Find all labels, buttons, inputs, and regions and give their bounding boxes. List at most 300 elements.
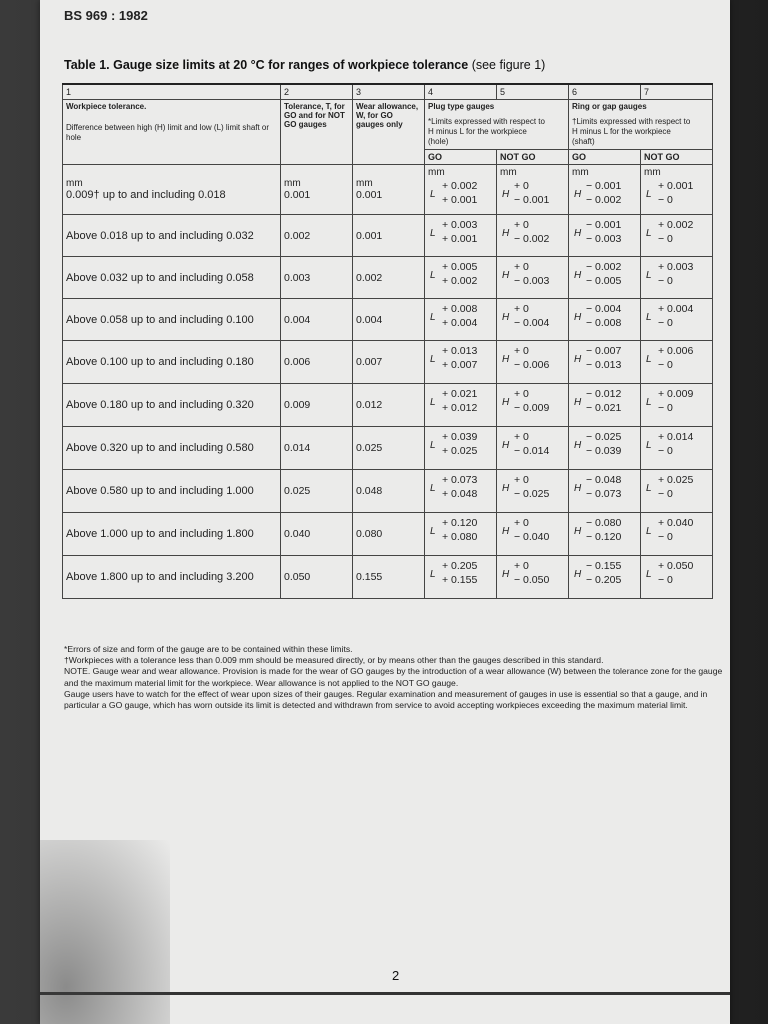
range-cell bbox=[63, 556, 281, 599]
ring-notgo-cell bbox=[641, 257, 713, 299]
limit-pair bbox=[644, 472, 709, 506]
wear-allowance-cell bbox=[353, 470, 425, 513]
upper-limit: + 0.006 bbox=[658, 345, 694, 358]
upper-limit: + 0 bbox=[514, 474, 529, 487]
col-number: 4 bbox=[425, 84, 497, 100]
footnote-workpieces: †Workpieces with a tolerance less than 0.009 mm should be measured directly, or by means other than the gauges described in this standard. bbox=[64, 655, 604, 666]
limit-pair bbox=[500, 178, 565, 212]
ring-notgo-cell bbox=[641, 556, 713, 599]
unit-label: mm bbox=[428, 167, 445, 179]
lower-limit: − 0.050 bbox=[514, 574, 550, 587]
lower-limit: − 0.120 bbox=[586, 531, 622, 544]
page-number: 2 bbox=[392, 968, 400, 983]
limit-pair bbox=[644, 217, 709, 251]
upper-limit: + 0.013 bbox=[442, 345, 478, 358]
limit-pair bbox=[572, 472, 637, 506]
tolerance-cell-value: 0.006 bbox=[284, 356, 311, 369]
limit-symbol: H bbox=[502, 483, 510, 495]
limit-pair bbox=[500, 472, 565, 506]
workpiece-range: Above 0.100 up to and including 0.180 bbox=[66, 356, 254, 369]
tolerance-cell-value: 0.004 bbox=[284, 313, 311, 326]
lower-limit: + 0.002 bbox=[442, 275, 478, 288]
lower-limit: − 0.001 bbox=[514, 194, 550, 207]
ring-notgo-cell bbox=[641, 215, 713, 257]
limit-symbol: L bbox=[430, 526, 436, 538]
range-cell bbox=[63, 341, 281, 384]
tolerance-header: Tolerance, T, for GO and for NOT GO gauges bbox=[281, 100, 353, 165]
upper-limit: + 0.002 bbox=[658, 219, 694, 232]
wear-allowance-cell bbox=[353, 165, 425, 215]
unit-label: mm bbox=[572, 167, 589, 179]
tolerance-cell-value: 0.009 bbox=[284, 399, 311, 412]
ring-go-cell bbox=[569, 165, 641, 215]
limit-pair bbox=[428, 301, 493, 335]
upper-limit: + 0.008 bbox=[442, 303, 478, 316]
gauge-limits-table bbox=[62, 83, 713, 599]
tolerance-cell bbox=[281, 513, 353, 556]
upper-limit: + 0 bbox=[514, 517, 529, 530]
lower-limit: + 0.080 bbox=[442, 531, 478, 544]
limit-symbol: L bbox=[646, 228, 652, 240]
ring-notgo-cell bbox=[641, 341, 713, 384]
limit-pair bbox=[500, 386, 565, 420]
upper-limit: + 0.040 bbox=[658, 517, 694, 530]
upper-limit: + 0.001 bbox=[658, 180, 694, 193]
limit-symbol: H bbox=[574, 312, 582, 324]
upper-limit: + 0 bbox=[514, 431, 529, 444]
wear-allowance-cell-value: 0.001 bbox=[356, 229, 383, 242]
lower-limit: − 0.014 bbox=[514, 445, 550, 458]
table-row bbox=[63, 556, 713, 599]
limit-symbol: L bbox=[646, 483, 652, 495]
lower-limit: − 0 bbox=[658, 445, 673, 458]
limit-symbol: L bbox=[646, 312, 652, 324]
limit-symbol: H bbox=[574, 397, 582, 409]
plug-gauges-note: *Limits expressed with respect to H minus L for the workpiece (hole) bbox=[428, 117, 545, 147]
range-cell bbox=[63, 384, 281, 427]
lower-limit: + 0.001 bbox=[442, 233, 478, 246]
lower-limit: + 0.048 bbox=[442, 488, 478, 501]
ring-gauges-note: †Limits expressed with respect to H minus L for the workpiece (shaft) bbox=[572, 117, 691, 147]
plug-go-cell bbox=[425, 341, 497, 384]
plug-gauges-header-cell bbox=[425, 100, 569, 150]
plug-gauges-heading: Plug type gauges bbox=[428, 102, 495, 111]
unit-label: mm bbox=[356, 178, 373, 190]
plug-go-cell bbox=[425, 556, 497, 599]
limit-symbol: L bbox=[646, 354, 652, 366]
ring-notgo-cell bbox=[641, 470, 713, 513]
limit-pair bbox=[644, 343, 709, 377]
limit-pair bbox=[500, 217, 565, 251]
limit-symbol: H bbox=[574, 270, 582, 282]
upper-limit: + 0.205 bbox=[442, 560, 478, 573]
limit-symbol: L bbox=[430, 228, 436, 240]
range-cell bbox=[63, 513, 281, 556]
table-row bbox=[63, 384, 713, 427]
limit-pair bbox=[428, 515, 493, 549]
tolerance-cell bbox=[281, 341, 353, 384]
upper-limit: − 0.004 bbox=[586, 303, 622, 316]
lower-limit: + 0.012 bbox=[442, 402, 478, 415]
upper-limit: − 0.080 bbox=[586, 517, 622, 530]
workpiece-range: 0.009† up to and including 0.018 bbox=[66, 189, 226, 202]
tolerance-cell bbox=[281, 427, 353, 470]
lower-limit: − 0 bbox=[658, 488, 673, 501]
upper-limit: − 0.048 bbox=[586, 474, 622, 487]
limit-symbol: L bbox=[430, 312, 436, 324]
unit-label: mm bbox=[500, 167, 517, 179]
header-row bbox=[63, 100, 713, 150]
unit-label: mm bbox=[644, 167, 661, 179]
lower-limit: − 0 bbox=[658, 275, 673, 288]
table-row bbox=[63, 299, 713, 341]
plug-go-cell bbox=[425, 299, 497, 341]
limit-symbol: H bbox=[574, 354, 582, 366]
plug-notgo-cell bbox=[497, 165, 569, 215]
lower-limit: − 0 bbox=[658, 233, 673, 246]
workpiece-range: Above 0.032 up to and including 0.058 bbox=[66, 271, 254, 284]
ring-notgo-cell bbox=[641, 513, 713, 556]
limit-symbol: L bbox=[430, 397, 436, 409]
lower-limit: − 0.013 bbox=[586, 359, 622, 372]
table-row bbox=[63, 341, 713, 384]
limit-pair bbox=[644, 515, 709, 549]
limit-symbol: H bbox=[574, 440, 582, 452]
workpiece-range: Above 0.058 up to and including 0.100 bbox=[66, 313, 254, 326]
limit-pair bbox=[644, 178, 709, 212]
tolerance-cell bbox=[281, 165, 353, 215]
workpiece-tolerance-heading: Workpiece tolerance. bbox=[66, 102, 147, 111]
tolerance-cell-value: 0.014 bbox=[284, 442, 311, 455]
limit-symbol: H bbox=[574, 189, 582, 201]
ring-notgo-cell bbox=[641, 299, 713, 341]
upper-limit: + 0.021 bbox=[442, 388, 478, 401]
workpiece-tolerance-description: Difference between high (H) limit and low (L) limit shaft or hole bbox=[66, 123, 270, 143]
plug-go-cell bbox=[425, 384, 497, 427]
tolerance-cell-value: 0.050 bbox=[284, 571, 311, 584]
limit-pair bbox=[500, 515, 565, 549]
table-body bbox=[63, 165, 713, 599]
limit-symbol: H bbox=[574, 569, 582, 581]
document-page bbox=[40, 0, 730, 1024]
plug-go-cell bbox=[425, 427, 497, 470]
plug-notgo-cell bbox=[497, 215, 569, 257]
workpiece-range: Above 0.320 up to and including 0.580 bbox=[66, 442, 254, 455]
table-title-ref: (see figure 1) bbox=[468, 58, 546, 72]
limit-pair bbox=[428, 472, 493, 506]
ring-notgo-cell bbox=[641, 165, 713, 215]
limit-pair bbox=[644, 558, 709, 592]
table-title bbox=[64, 58, 545, 72]
limit-pair bbox=[428, 343, 493, 377]
limit-pair bbox=[572, 217, 637, 251]
ring-go-cell bbox=[569, 215, 641, 257]
plug-go-header: GO bbox=[425, 150, 497, 165]
lower-limit: − 0.003 bbox=[586, 233, 622, 246]
limit-pair bbox=[428, 178, 493, 212]
limit-pair bbox=[572, 178, 637, 212]
limit-pair bbox=[428, 558, 493, 592]
standard-header: BS 969 : 1982 bbox=[64, 8, 148, 23]
lower-limit: − 0.004 bbox=[514, 317, 550, 330]
wear-allowance-cell bbox=[353, 556, 425, 599]
range-cell bbox=[63, 257, 281, 299]
upper-limit: + 0.005 bbox=[442, 261, 478, 274]
lower-limit: − 0.040 bbox=[514, 531, 550, 544]
col-number: 2 bbox=[281, 84, 353, 100]
upper-limit: + 0 bbox=[514, 560, 529, 573]
limit-symbol: H bbox=[502, 440, 510, 452]
limit-pair bbox=[644, 259, 709, 293]
note-gauge-users: Gauge users have to watch for the effect of wear upon sizes of their gauges. Regular examination and measurement of gauges in use is essential so that a gauge, and in particular a GO gauge, which has worn outside its limit is detected and withdrawn from service to avoid accepting workpieces exceeding the maximum material limit. bbox=[64, 688, 708, 710]
upper-limit: + 0.014 bbox=[658, 431, 694, 444]
wear-allowance-cell bbox=[353, 384, 425, 427]
col-number: 1 bbox=[63, 84, 281, 100]
limit-symbol: H bbox=[502, 354, 510, 366]
col-number: 6 bbox=[569, 84, 641, 100]
plug-notgo-header: NOT GO bbox=[497, 150, 569, 165]
limit-symbol: H bbox=[574, 526, 582, 538]
limit-pair bbox=[572, 343, 637, 377]
wear-allowance-cell-value: 0.001 bbox=[356, 189, 383, 202]
limit-symbol: L bbox=[646, 569, 652, 581]
tolerance-cell-value: 0.040 bbox=[284, 528, 311, 541]
limit-pair bbox=[428, 429, 493, 463]
plug-go-cell bbox=[425, 165, 497, 215]
range-cell bbox=[63, 299, 281, 341]
limit-symbol: H bbox=[502, 270, 510, 282]
lower-limit: − 0.073 bbox=[586, 488, 622, 501]
ring-gauges-heading: Ring or gap gauges bbox=[572, 102, 647, 111]
ring-notgo-cell bbox=[641, 384, 713, 427]
wear-allowance-cell-value: 0.012 bbox=[356, 399, 383, 412]
plug-notgo-cell bbox=[497, 427, 569, 470]
upper-limit: − 0.025 bbox=[586, 431, 622, 444]
ring-go-cell bbox=[569, 257, 641, 299]
upper-limit: + 0.009 bbox=[658, 388, 694, 401]
limit-symbol: H bbox=[502, 526, 510, 538]
limit-symbol: L bbox=[430, 569, 436, 581]
lower-limit: − 0.021 bbox=[586, 402, 622, 415]
plug-notgo-cell bbox=[497, 341, 569, 384]
limit-pair bbox=[644, 429, 709, 463]
limit-symbol: H bbox=[502, 312, 510, 324]
lower-limit: − 0.205 bbox=[586, 574, 622, 587]
tolerance-cell-value: 0.001 bbox=[284, 189, 311, 202]
lower-limit: − 0 bbox=[658, 402, 673, 415]
limit-pair bbox=[500, 429, 565, 463]
wear-allowance-cell bbox=[353, 257, 425, 299]
column-number-row bbox=[63, 84, 713, 100]
limit-symbol: L bbox=[646, 397, 652, 409]
tolerance-cell-value: 0.003 bbox=[284, 271, 311, 284]
lower-limit: − 0.009 bbox=[514, 402, 550, 415]
lower-limit: − 0 bbox=[658, 317, 673, 330]
limit-symbol: H bbox=[502, 569, 510, 581]
range-cell bbox=[63, 215, 281, 257]
ring-go-cell bbox=[569, 299, 641, 341]
upper-limit: + 0.039 bbox=[442, 431, 478, 444]
ring-go-cell bbox=[569, 470, 641, 513]
limit-symbol: L bbox=[646, 270, 652, 282]
workpiece-range: Above 0.018 up to and including 0.032 bbox=[66, 229, 254, 242]
table-row bbox=[63, 470, 713, 513]
limit-pair bbox=[428, 386, 493, 420]
ring-notgo-header: NOT GO bbox=[641, 150, 713, 165]
limit-symbol: L bbox=[430, 483, 436, 495]
wear-allowance-cell bbox=[353, 427, 425, 470]
col-number: 5 bbox=[497, 84, 569, 100]
lower-limit: − 0.025 bbox=[514, 488, 550, 501]
ring-go-cell bbox=[569, 556, 641, 599]
plug-go-cell bbox=[425, 215, 497, 257]
upper-limit: − 0.007 bbox=[586, 345, 622, 358]
limit-symbol: L bbox=[646, 440, 652, 452]
range-cell bbox=[63, 470, 281, 513]
lower-limit: − 0.002 bbox=[514, 233, 550, 246]
unit-label: mm bbox=[284, 178, 301, 190]
lower-limit: + 0.001 bbox=[442, 194, 478, 207]
ring-gauges-header-cell bbox=[569, 100, 713, 150]
workpiece-range: Above 1.000 up to and including 1.800 bbox=[66, 528, 254, 541]
tolerance-cell bbox=[281, 384, 353, 427]
limit-symbol: H bbox=[574, 228, 582, 240]
lower-limit: − 0 bbox=[658, 359, 673, 372]
limit-pair bbox=[428, 259, 493, 293]
limit-symbol: L bbox=[430, 189, 436, 201]
upper-limit: − 0.002 bbox=[586, 261, 622, 274]
limit-symbol: H bbox=[502, 189, 510, 201]
workpiece-header-cell bbox=[63, 100, 281, 165]
plug-notgo-cell bbox=[497, 257, 569, 299]
lower-limit: − 0.008 bbox=[586, 317, 622, 330]
ring-go-header: GO bbox=[569, 150, 641, 165]
upper-limit: + 0 bbox=[514, 345, 529, 358]
plug-notgo-cell bbox=[497, 556, 569, 599]
lower-limit: + 0.155 bbox=[442, 574, 478, 587]
limit-pair bbox=[572, 259, 637, 293]
lower-limit: + 0.007 bbox=[442, 359, 478, 372]
tolerance-cell-value: 0.025 bbox=[284, 485, 311, 498]
lower-limit: − 0 bbox=[658, 531, 673, 544]
tolerance-cell-value: 0.002 bbox=[284, 229, 311, 242]
wear-allowance-cell-value: 0.004 bbox=[356, 313, 383, 326]
table-title-main: Table 1. Gauge size limits at 20 °C for ranges of workpiece tolerance bbox=[64, 58, 469, 72]
limit-symbol: L bbox=[646, 189, 652, 201]
wear-allowance-cell bbox=[353, 513, 425, 556]
lower-limit: − 0.039 bbox=[586, 445, 622, 458]
table-row bbox=[63, 427, 713, 470]
tolerance-cell bbox=[281, 215, 353, 257]
upper-limit: − 0.001 bbox=[586, 180, 622, 193]
lower-limit: − 0.003 bbox=[514, 275, 550, 288]
upper-limit: + 0.120 bbox=[442, 517, 478, 530]
range-cell bbox=[63, 165, 281, 215]
wear-allowance-cell bbox=[353, 299, 425, 341]
limit-pair bbox=[572, 301, 637, 335]
upper-limit: + 0.050 bbox=[658, 560, 694, 573]
upper-limit: − 0.001 bbox=[586, 219, 622, 232]
upper-limit: + 0.073 bbox=[442, 474, 478, 487]
upper-limit: + 0 bbox=[514, 261, 529, 274]
upper-limit: − 0.012 bbox=[586, 388, 622, 401]
tolerance-cell bbox=[281, 257, 353, 299]
limit-pair bbox=[500, 343, 565, 377]
range-cell bbox=[63, 427, 281, 470]
limit-pair bbox=[500, 259, 565, 293]
upper-limit: + 0 bbox=[514, 219, 529, 232]
wear-allowance-cell-value: 0.155 bbox=[356, 571, 383, 584]
plug-go-cell bbox=[425, 513, 497, 556]
footnotes bbox=[64, 644, 724, 711]
wear-allowance-cell bbox=[353, 215, 425, 257]
footnote-errors: *Errors of size and form of the gauge are to be contained within these limits. bbox=[64, 644, 353, 654]
limit-pair bbox=[428, 217, 493, 251]
upper-limit: + 0 bbox=[514, 180, 529, 193]
limit-pair bbox=[572, 515, 637, 549]
plug-go-cell bbox=[425, 470, 497, 513]
upper-limit: + 0.003 bbox=[442, 219, 478, 232]
tolerance-cell bbox=[281, 556, 353, 599]
upper-limit: + 0.003 bbox=[658, 261, 694, 274]
upper-limit: + 0 bbox=[514, 303, 529, 316]
ring-go-cell bbox=[569, 341, 641, 384]
upper-limit: + 0 bbox=[514, 388, 529, 401]
limit-pair bbox=[500, 558, 565, 592]
table-row bbox=[63, 165, 713, 215]
plug-notgo-cell bbox=[497, 513, 569, 556]
workpiece-range: Above 0.580 up to and including 1.000 bbox=[66, 485, 254, 498]
upper-limit: + 0.004 bbox=[658, 303, 694, 316]
table-row bbox=[63, 215, 713, 257]
lower-limit: + 0.025 bbox=[442, 445, 478, 458]
tolerance-cell bbox=[281, 299, 353, 341]
lower-limit: − 0.002 bbox=[586, 194, 622, 207]
table-row bbox=[63, 513, 713, 556]
lower-limit: + 0.004 bbox=[442, 317, 478, 330]
limit-symbol: L bbox=[430, 270, 436, 282]
ring-go-cell bbox=[569, 513, 641, 556]
lower-limit: − 0.005 bbox=[586, 275, 622, 288]
limit-pair bbox=[572, 558, 637, 592]
limit-symbol: H bbox=[502, 397, 510, 409]
note-wear: NOTE. Gauge wear and wear allowance. Provision is made for the wear of GO gauges by the introduction of a wear allowance (W) between the tolerance zone for the gauge and the maximum material limit for the workpiece. Wear allowance is not applied to the NOT GO gauge. bbox=[64, 666, 723, 688]
limit-pair bbox=[644, 301, 709, 335]
lower-limit: − 0 bbox=[658, 574, 673, 587]
wear-allowance-cell-value: 0.007 bbox=[356, 356, 383, 369]
plug-notgo-cell bbox=[497, 384, 569, 427]
table-row bbox=[63, 257, 713, 299]
ring-go-cell bbox=[569, 384, 641, 427]
plug-notgo-cell bbox=[497, 470, 569, 513]
unit-label: mm bbox=[66, 178, 83, 190]
ring-go-cell bbox=[569, 427, 641, 470]
col-number: 3 bbox=[353, 84, 425, 100]
wear-allowance-cell-value: 0.002 bbox=[356, 271, 383, 284]
lower-limit: − 0.006 bbox=[514, 359, 550, 372]
wear-allowance-cell-value: 0.025 bbox=[356, 442, 383, 455]
col-number: 7 bbox=[641, 84, 713, 100]
limit-symbol: L bbox=[430, 440, 436, 452]
plug-notgo-cell bbox=[497, 299, 569, 341]
ring-notgo-cell bbox=[641, 427, 713, 470]
bottom-rule bbox=[40, 992, 730, 995]
limit-symbol: L bbox=[430, 354, 436, 366]
wear-allowance-header: Wear allowance, W, for GO gauges only bbox=[353, 100, 425, 165]
limit-symbol: H bbox=[574, 483, 582, 495]
plug-go-cell bbox=[425, 257, 497, 299]
limit-pair bbox=[644, 386, 709, 420]
